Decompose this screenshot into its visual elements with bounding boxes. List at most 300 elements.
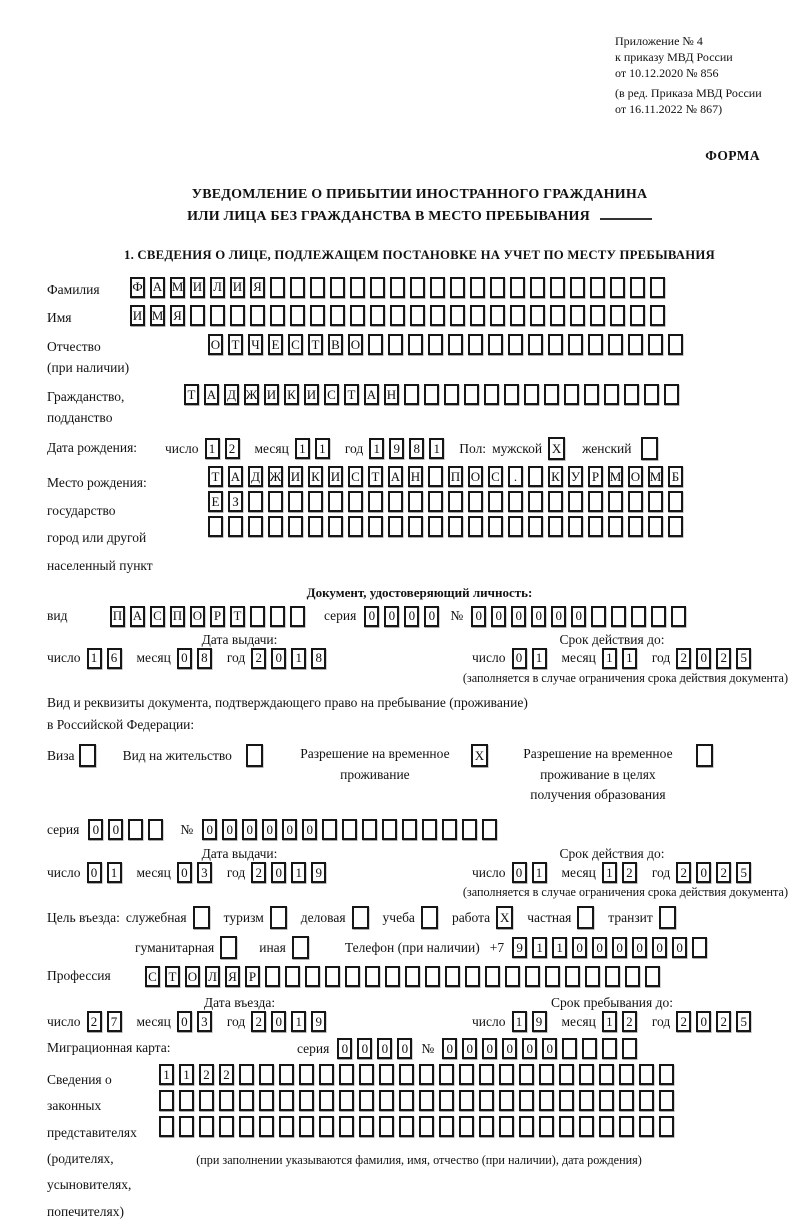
char-box[interactable] (568, 516, 583, 537)
char-box[interactable] (288, 491, 303, 512)
char-box[interactable] (539, 1064, 554, 1085)
char-box[interactable] (450, 305, 465, 326)
char-box[interactable] (490, 305, 505, 326)
char-box[interactable]: Д (248, 466, 263, 487)
patronymic-boxes[interactable] (208, 334, 688, 355)
char-box[interactable] (559, 1116, 574, 1137)
char-box[interactable] (428, 466, 443, 487)
char-box[interactable]: 0 (177, 862, 192, 883)
char-box[interactable] (505, 966, 520, 987)
char-box[interactable]: Т (344, 384, 359, 405)
char-box[interactable]: Т (165, 966, 180, 987)
char-box[interactable] (499, 1064, 514, 1085)
char-box[interactable] (199, 1116, 214, 1137)
char-box[interactable] (610, 305, 625, 326)
char-box[interactable]: 0 (177, 648, 192, 669)
identity-issue-day[interactable] (87, 648, 127, 669)
char-box[interactable] (442, 819, 457, 840)
char-box[interactable] (619, 1116, 634, 1137)
char-box[interactable] (619, 1090, 634, 1111)
char-box[interactable] (405, 966, 420, 987)
char-box[interactable] (342, 819, 357, 840)
birthdate-day-boxes[interactable] (205, 438, 245, 459)
char-box[interactable] (468, 516, 483, 537)
char-box[interactable] (421, 906, 438, 929)
char-box[interactable] (339, 1064, 354, 1085)
char-box[interactable] (399, 1116, 414, 1137)
char-box[interactable] (659, 1090, 674, 1111)
char-box[interactable]: 0 (512, 648, 527, 669)
char-box[interactable] (308, 516, 323, 537)
char-box[interactable] (479, 1116, 494, 1137)
char-box[interactable]: 2 (676, 648, 691, 669)
char-box[interactable]: 8 (409, 438, 424, 459)
char-box[interactable] (628, 491, 643, 512)
char-box[interactable] (508, 491, 523, 512)
char-box[interactable]: 3 (197, 862, 212, 883)
char-box[interactable] (179, 1090, 194, 1111)
edu-permit-checkbox[interactable] (696, 744, 718, 767)
char-box[interactable] (408, 334, 423, 355)
identity-expiry-year[interactable] (676, 648, 756, 669)
char-box[interactable]: С (145, 966, 160, 987)
char-box[interactable] (370, 305, 385, 326)
char-box[interactable]: X (496, 906, 513, 929)
char-box[interactable] (305, 966, 320, 987)
char-box[interactable] (268, 491, 283, 512)
char-box[interactable] (530, 305, 545, 326)
char-box[interactable] (564, 384, 579, 405)
char-box[interactable]: 0 (696, 862, 711, 883)
char-box[interactable]: 2 (87, 1011, 102, 1032)
char-box[interactable]: А (388, 466, 403, 487)
char-box[interactable] (579, 1090, 594, 1111)
char-box[interactable]: М (150, 305, 165, 326)
char-box[interactable] (548, 334, 563, 355)
char-box[interactable] (199, 1090, 214, 1111)
char-box[interactable]: 0 (222, 819, 237, 840)
char-box[interactable] (668, 334, 683, 355)
char-box[interactable] (330, 277, 345, 298)
purpose-other-checkbox[interactable] (292, 936, 314, 959)
char-box[interactable] (459, 1116, 474, 1137)
char-box[interactable] (248, 491, 263, 512)
char-box[interactable]: 1 (552, 937, 567, 958)
char-box[interactable] (611, 606, 626, 627)
char-box[interactable] (459, 1064, 474, 1085)
permit-expiry-year[interactable] (676, 862, 756, 883)
char-box[interactable] (368, 491, 383, 512)
char-box[interactable] (591, 606, 606, 627)
char-box[interactable] (288, 516, 303, 537)
birthplace-boxes-row2[interactable] (208, 491, 688, 512)
char-box[interactable]: 1 (87, 648, 102, 669)
char-box[interactable] (422, 819, 437, 840)
char-box[interactable]: Л (205, 966, 220, 987)
char-box[interactable]: 0 (531, 606, 546, 627)
char-box[interactable]: Т (184, 384, 199, 405)
char-box[interactable]: 1 (179, 1064, 194, 1085)
char-box[interactable] (468, 334, 483, 355)
char-box[interactable] (631, 606, 646, 627)
char-box[interactable] (525, 966, 540, 987)
char-box[interactable]: 8 (197, 648, 212, 669)
char-box[interactable] (479, 1090, 494, 1111)
char-box[interactable]: 2 (622, 1011, 637, 1032)
profession-boxes[interactable] (145, 966, 665, 987)
char-box[interactable] (428, 334, 443, 355)
sex-male-checkbox[interactable] (548, 437, 570, 460)
surname-boxes[interactable] (130, 277, 670, 298)
temp-permit-checkbox[interactable] (471, 744, 493, 767)
char-box[interactable] (696, 744, 713, 767)
char-box[interactable]: 3 (197, 1011, 212, 1032)
char-box[interactable]: 8 (311, 648, 326, 669)
char-box[interactable] (599, 1090, 614, 1111)
char-box[interactable] (444, 384, 459, 405)
char-box[interactable]: 0 (397, 1038, 412, 1059)
char-box[interactable] (550, 305, 565, 326)
char-box[interactable]: 0 (337, 1038, 352, 1059)
char-box[interactable] (348, 516, 363, 537)
char-box[interactable]: 2 (716, 862, 731, 883)
char-box[interactable] (588, 491, 603, 512)
purpose-business-checkbox[interactable] (352, 906, 374, 929)
char-box[interactable] (630, 277, 645, 298)
char-box[interactable]: . (508, 466, 523, 487)
char-box[interactable] (671, 606, 686, 627)
birthdate-month-boxes[interactable] (295, 438, 335, 459)
char-box[interactable] (519, 1064, 534, 1085)
char-box[interactable]: 0 (424, 606, 439, 627)
char-box[interactable]: 0 (177, 1011, 192, 1032)
char-box[interactable] (190, 305, 205, 326)
char-box[interactable] (650, 277, 665, 298)
char-box[interactable] (459, 1090, 474, 1111)
char-box[interactable]: 1 (159, 1064, 174, 1085)
char-box[interactable]: О (468, 466, 483, 487)
char-box[interactable]: Б (668, 466, 683, 487)
char-box[interactable]: С (488, 466, 503, 487)
char-box[interactable]: И (264, 384, 279, 405)
char-box[interactable] (159, 1116, 174, 1137)
identity-expiry-month[interactable] (602, 648, 642, 669)
char-box[interactable] (390, 305, 405, 326)
char-box[interactable] (359, 1090, 374, 1111)
char-box[interactable] (639, 1090, 654, 1111)
char-box[interactable] (228, 516, 243, 537)
char-box[interactable] (544, 384, 559, 405)
char-box[interactable] (465, 966, 480, 987)
char-box[interactable]: 2 (676, 1011, 691, 1032)
char-box[interactable] (539, 1116, 554, 1137)
char-box[interactable] (470, 277, 485, 298)
char-box[interactable]: Е (268, 334, 283, 355)
char-box[interactable] (359, 1064, 374, 1085)
char-box[interactable] (639, 1116, 654, 1137)
char-box[interactable]: 1 (602, 862, 617, 883)
identity-issue-year[interactable] (251, 648, 331, 669)
entry-date-day[interactable] (87, 1011, 127, 1032)
char-box[interactable] (419, 1090, 434, 1111)
doc-series-boxes[interactable] (364, 606, 444, 627)
char-box[interactable] (590, 305, 605, 326)
char-box[interactable] (488, 491, 503, 512)
char-box[interactable] (270, 305, 285, 326)
char-box[interactable] (579, 1064, 594, 1085)
char-box[interactable] (419, 1116, 434, 1137)
char-box[interactable]: А (130, 606, 145, 627)
char-box[interactable] (270, 906, 287, 929)
char-box[interactable]: А (228, 466, 243, 487)
char-box[interactable] (479, 1064, 494, 1085)
legal-reps-boxes-row2[interactable] (159, 1090, 679, 1111)
char-box[interactable]: 0 (108, 819, 123, 840)
char-box[interactable]: И (230, 277, 245, 298)
char-box[interactable] (439, 1090, 454, 1111)
char-box[interactable] (570, 277, 585, 298)
char-box[interactable] (448, 491, 463, 512)
char-box[interactable]: 0 (282, 819, 297, 840)
char-box[interactable]: Ф (130, 277, 145, 298)
identity-expiry-day[interactable] (512, 648, 552, 669)
char-box[interactable]: 0 (502, 1038, 517, 1059)
char-box[interactable] (159, 1090, 174, 1111)
char-box[interactable]: К (548, 466, 563, 487)
char-box[interactable] (410, 305, 425, 326)
char-box[interactable] (439, 1116, 454, 1137)
char-box[interactable] (239, 1116, 254, 1137)
char-box[interactable]: 0 (696, 648, 711, 669)
char-box[interactable]: 1 (205, 438, 220, 459)
char-box[interactable] (448, 516, 463, 537)
char-box[interactable]: 1 (295, 438, 310, 459)
char-box[interactable] (292, 936, 309, 959)
stay-until-day[interactable] (512, 1011, 552, 1032)
char-box[interactable] (519, 1116, 534, 1137)
char-box[interactable] (610, 277, 625, 298)
char-box[interactable] (330, 305, 345, 326)
char-box[interactable]: Р (588, 466, 603, 487)
char-box[interactable] (510, 305, 525, 326)
char-box[interactable]: Н (384, 384, 399, 405)
char-box[interactable]: 0 (551, 606, 566, 627)
char-box[interactable] (645, 966, 660, 987)
char-box[interactable]: 0 (672, 937, 687, 958)
char-box[interactable]: Ж (244, 384, 259, 405)
char-box[interactable]: 0 (511, 606, 526, 627)
sex-female-checkbox[interactable] (641, 437, 663, 460)
phone-boxes[interactable] (512, 937, 712, 958)
char-box[interactable] (259, 1090, 274, 1111)
char-box[interactable]: 0 (202, 819, 217, 840)
char-box[interactable] (599, 1064, 614, 1085)
char-box[interactable]: 1 (532, 648, 547, 669)
char-box[interactable]: И (190, 277, 205, 298)
permit-issue-month[interactable] (177, 862, 217, 883)
char-box[interactable] (148, 819, 163, 840)
char-box[interactable]: 0 (572, 937, 587, 958)
char-box[interactable] (519, 1090, 534, 1111)
char-box[interactable] (508, 334, 523, 355)
char-box[interactable] (379, 1064, 394, 1085)
doc-number-boxes[interactable] (471, 606, 691, 627)
char-box[interactable]: 0 (696, 1011, 711, 1032)
char-box[interactable]: Т (228, 334, 243, 355)
char-box[interactable] (585, 966, 600, 987)
char-box[interactable] (219, 1090, 234, 1111)
char-box[interactable] (602, 1038, 617, 1059)
char-box[interactable] (651, 606, 666, 627)
permit-issue-day[interactable] (87, 862, 127, 883)
char-box[interactable]: 0 (271, 862, 286, 883)
legal-reps-boxes-row1[interactable] (159, 1064, 679, 1085)
char-box[interactable] (179, 1116, 194, 1137)
char-box[interactable] (290, 277, 305, 298)
char-box[interactable] (499, 1090, 514, 1111)
char-box[interactable]: 9 (311, 1011, 326, 1032)
char-box[interactable]: 0 (302, 819, 317, 840)
char-box[interactable] (362, 819, 377, 840)
char-box[interactable] (464, 384, 479, 405)
char-box[interactable] (530, 277, 545, 298)
char-box[interactable]: 1 (315, 438, 330, 459)
char-box[interactable]: 2 (251, 1011, 266, 1032)
char-box[interactable] (650, 305, 665, 326)
char-box[interactable]: X (471, 744, 488, 767)
char-box[interactable] (290, 305, 305, 326)
char-box[interactable] (579, 1116, 594, 1137)
char-box[interactable] (548, 516, 563, 537)
char-box[interactable]: 0 (271, 1011, 286, 1032)
char-box[interactable]: Д (224, 384, 239, 405)
char-box[interactable] (319, 1090, 334, 1111)
char-box[interactable] (608, 334, 623, 355)
char-box[interactable]: М (648, 466, 663, 487)
char-box[interactable] (246, 744, 263, 767)
char-box[interactable]: Н (408, 466, 423, 487)
char-box[interactable] (659, 1116, 674, 1137)
char-box[interactable] (528, 516, 543, 537)
char-box[interactable] (328, 516, 343, 537)
char-box[interactable] (659, 906, 676, 929)
char-box[interactable]: 0 (364, 606, 379, 627)
char-box[interactable] (352, 906, 369, 929)
char-box[interactable]: С (288, 334, 303, 355)
char-box[interactable] (588, 334, 603, 355)
char-box[interactable] (368, 334, 383, 355)
char-box[interactable]: 0 (632, 937, 647, 958)
char-box[interactable] (448, 334, 463, 355)
char-box[interactable]: 5 (736, 648, 751, 669)
char-box[interactable] (259, 1064, 274, 1085)
char-box[interactable]: 1 (291, 862, 306, 883)
char-box[interactable] (390, 277, 405, 298)
char-box[interactable]: 0 (462, 1038, 477, 1059)
char-box[interactable] (462, 819, 477, 840)
char-box[interactable]: 0 (612, 937, 627, 958)
char-box[interactable] (608, 491, 623, 512)
char-box[interactable]: 2 (251, 862, 266, 883)
char-box[interactable]: 1 (532, 862, 547, 883)
char-box[interactable] (208, 516, 223, 537)
char-box[interactable] (388, 491, 403, 512)
purpose-official-checkbox[interactable] (193, 906, 215, 929)
char-box[interactable]: 2 (199, 1064, 214, 1085)
permit-issue-year[interactable] (251, 862, 331, 883)
char-box[interactable] (365, 966, 380, 987)
purpose-work-checkbox[interactable] (496, 906, 518, 929)
entry-date-month[interactable] (177, 1011, 217, 1032)
char-box[interactable] (359, 1116, 374, 1137)
permit-number-boxes[interactable] (202, 819, 502, 840)
char-box[interactable]: П (110, 606, 125, 627)
char-box[interactable] (570, 305, 585, 326)
char-box[interactable] (545, 966, 560, 987)
char-box[interactable] (210, 305, 225, 326)
char-box[interactable] (385, 966, 400, 987)
char-box[interactable] (319, 1116, 334, 1137)
char-box[interactable]: К (308, 466, 323, 487)
char-box[interactable]: Я (170, 305, 185, 326)
char-box[interactable] (644, 384, 659, 405)
char-box[interactable] (482, 819, 497, 840)
char-box[interactable]: 6 (107, 648, 122, 669)
char-box[interactable]: 0 (357, 1038, 372, 1059)
char-box[interactable] (488, 334, 503, 355)
char-box[interactable]: К (284, 384, 299, 405)
char-box[interactable]: М (170, 277, 185, 298)
char-box[interactable]: 1 (429, 438, 444, 459)
char-box[interactable]: Я (250, 277, 265, 298)
char-box[interactable] (648, 516, 663, 537)
char-box[interactable] (325, 966, 340, 987)
char-box[interactable] (388, 334, 403, 355)
char-box[interactable]: 9 (311, 862, 326, 883)
identity-issue-month[interactable] (177, 648, 217, 669)
char-box[interactable]: 2 (225, 438, 240, 459)
char-box[interactable]: И (304, 384, 319, 405)
char-box[interactable] (605, 966, 620, 987)
char-box[interactable]: О (628, 466, 643, 487)
char-box[interactable] (259, 1116, 274, 1137)
char-box[interactable]: И (328, 466, 343, 487)
char-box[interactable]: И (130, 305, 145, 326)
char-box[interactable]: 0 (571, 606, 586, 627)
char-box[interactable] (470, 305, 485, 326)
char-box[interactable]: 0 (262, 819, 277, 840)
char-box[interactable] (565, 966, 580, 987)
char-box[interactable]: 1 (369, 438, 384, 459)
char-box[interactable] (430, 277, 445, 298)
char-box[interactable]: 1 (291, 648, 306, 669)
char-box[interactable]: У (568, 466, 583, 487)
char-box[interactable]: И (288, 466, 303, 487)
char-box[interactable] (528, 334, 543, 355)
char-box[interactable] (625, 966, 640, 987)
char-box[interactable]: Т (308, 334, 323, 355)
char-box[interactable] (193, 906, 210, 929)
char-box[interactable]: Т (368, 466, 383, 487)
char-box[interactable] (424, 384, 439, 405)
char-box[interactable] (219, 1116, 234, 1137)
char-box[interactable] (539, 1090, 554, 1111)
char-box[interactable]: А (150, 277, 165, 298)
char-box[interactable] (399, 1090, 414, 1111)
char-box[interactable] (568, 491, 583, 512)
char-box[interactable] (524, 384, 539, 405)
char-box[interactable] (648, 491, 663, 512)
